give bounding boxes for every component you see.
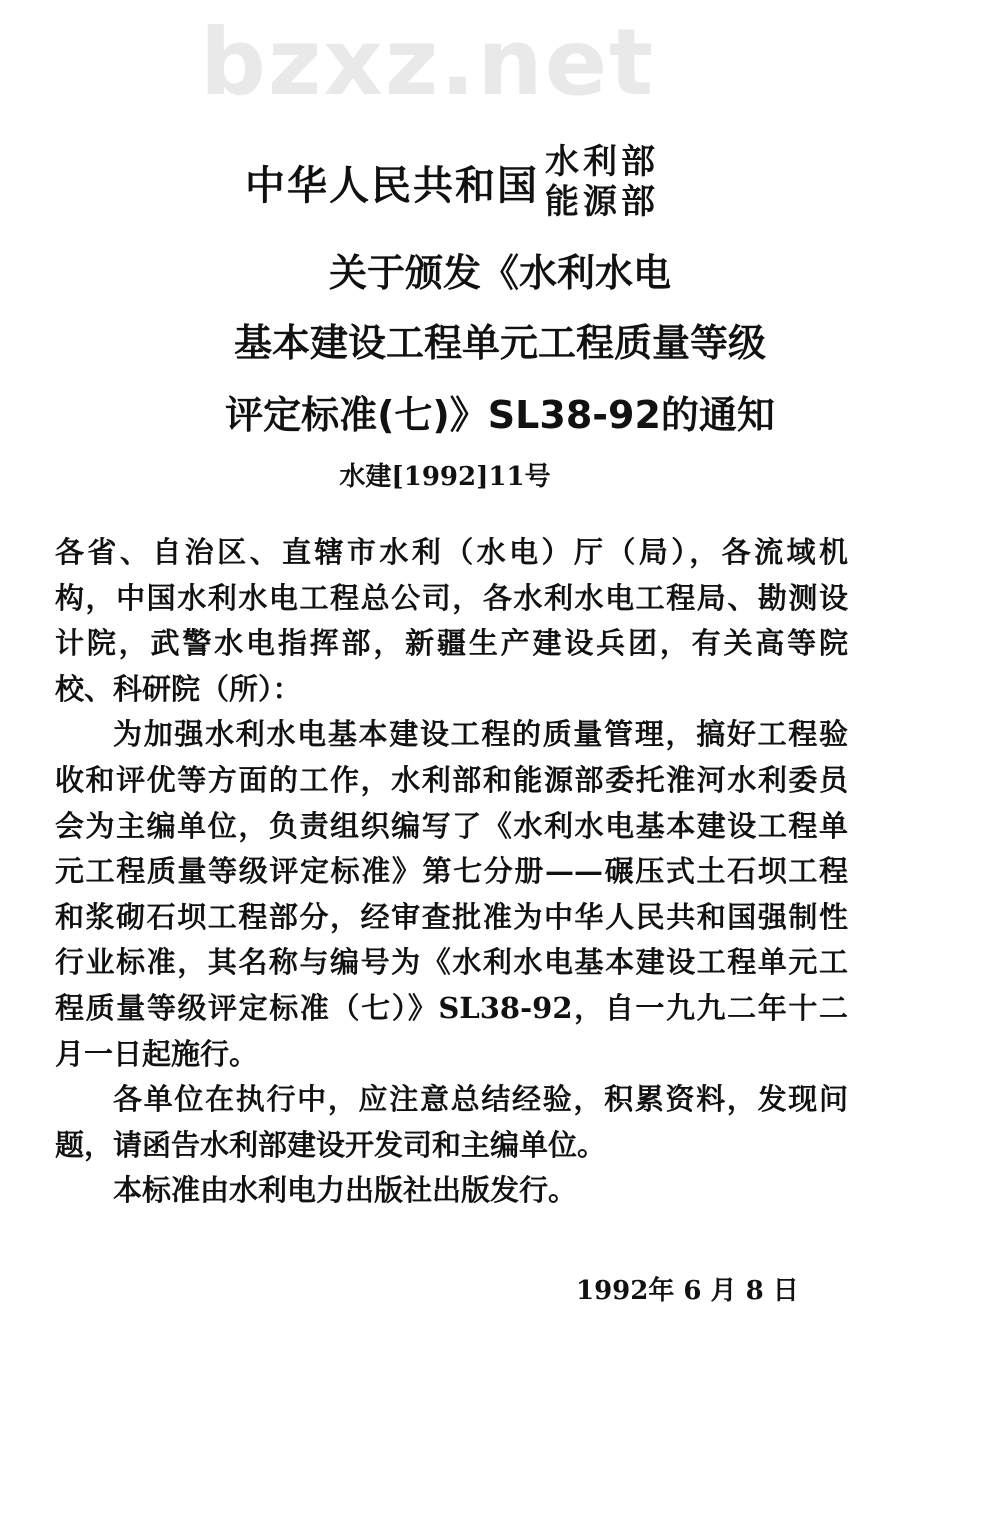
title-line-3: 评定标准(七)》SL38-92的通知 xyxy=(225,393,775,437)
ministry-energy: 能源部 xyxy=(545,182,659,222)
body-line: 校、科研院（所）： xyxy=(55,671,302,706)
body-line: 各单位在执行中，应注意总结经验，积累资料，发现问 xyxy=(113,1082,848,1117)
notice-body xyxy=(55,530,848,1214)
body-line: 各省、自治区、直辖市水利（水电）厅（局），各流域机 xyxy=(55,535,848,569)
body-line: 构，中国水利水电工程总公司，各水利水电工程局、勘测设 xyxy=(55,580,848,615)
body-line: 本标准由水利电力出版社出版发行。 xyxy=(113,1173,578,1208)
country-name: 中华人民共和国 xyxy=(245,161,539,209)
issuer-header xyxy=(245,142,659,222)
body-line: 行业标准，其名称与编号为《水利水电基本建设工程单元工 xyxy=(55,945,848,980)
body-line: 题，请函告水利部建设开发司和主编单位。 xyxy=(55,1127,607,1162)
body-line: 和浆砌石坝工程部分，经审查批准为中华人民共和国强制性 xyxy=(55,899,848,934)
body-line: 程质量等级评定标准（七）》SL38-92，自一九九二年十二 xyxy=(55,990,848,1025)
body-line: 计院，武警水电指挥部，新疆生产建设兵团，有关高等院 xyxy=(55,626,848,661)
body-line: 为加强水利水电基本建设工程的质量管理，搞好工程验 xyxy=(113,717,848,752)
title-line-2: 基本建设工程单元工程质量等级 xyxy=(233,321,766,365)
body-line: 月一日起施行。 xyxy=(55,1036,259,1071)
ministry-water: 水利部 xyxy=(545,142,659,182)
title-line-1: 关于颁发《水利水电 xyxy=(328,251,671,295)
ministries xyxy=(545,142,659,222)
issue-date: 1992年 6 月 8 日 xyxy=(576,1276,799,1306)
watermark: bzxz.net xyxy=(200,9,656,116)
body-line: 会为主编单位，负责组织编写了《水利水电基本建设工程单 xyxy=(55,808,848,843)
document-number: 水建[1992]11号 xyxy=(339,462,551,492)
body-line: 元工程质量等级评定标准》第七分册——碾压式土石坝工程 xyxy=(55,854,848,889)
body-line: 收和评优等方面的工作，水利部和能源部委托淮河水利委员 xyxy=(55,762,848,797)
